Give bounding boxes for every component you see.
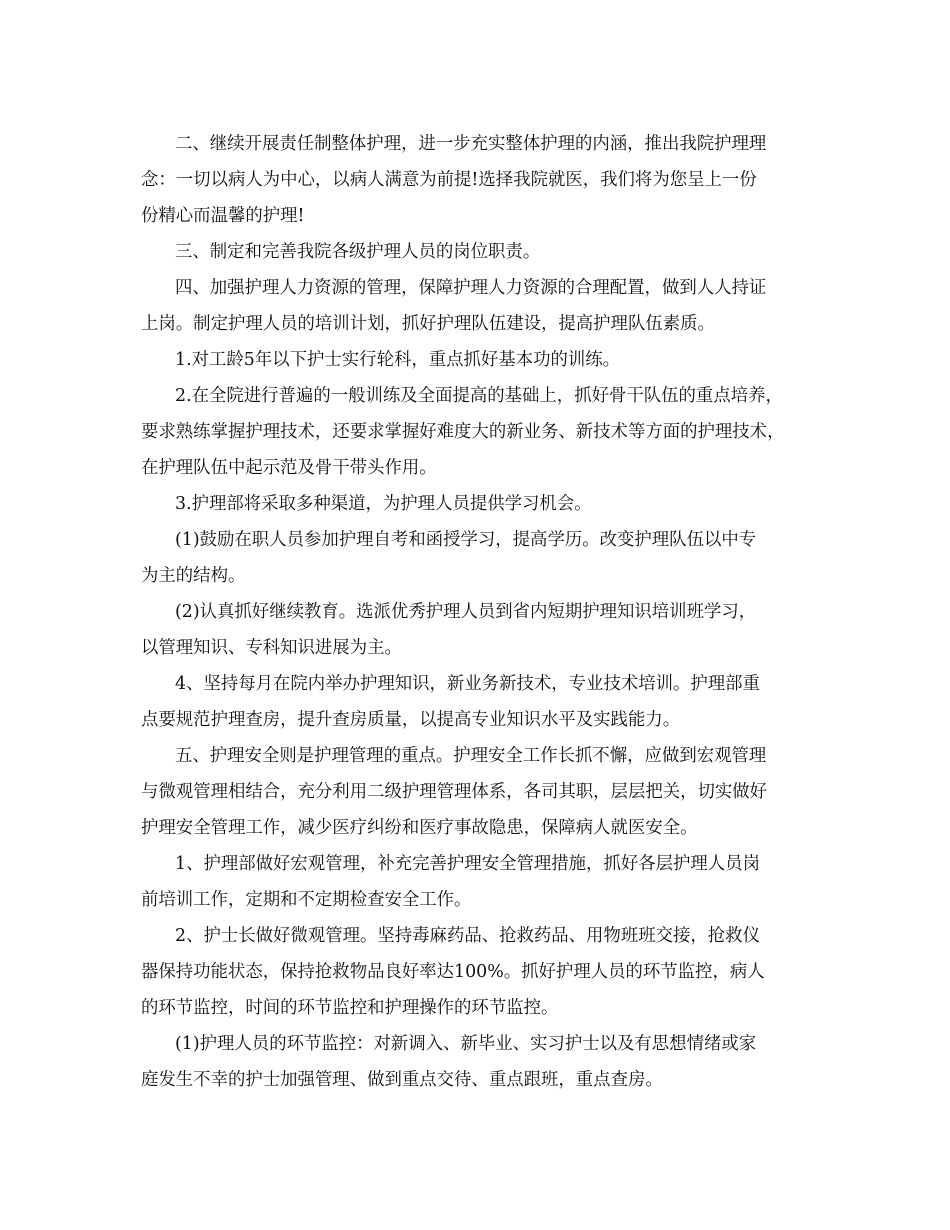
text-line-10: 在护理队伍中起示范及骨干带头作用。	[141, 458, 437, 478]
text-line-20: 护理安全管理工作，减少医疗纠纷和医疗事故隐患，保障病人就医安全。	[141, 818, 698, 838]
text-line-24: 器保持功能状态，保持抢救物品良好率达100%。抓好护理人员的环节监控，病人	[141, 962, 765, 982]
text-line-06: 上岗。制定护理人员的培训计划，抓好护理队伍建设，提高护理队伍素质。	[141, 314, 715, 334]
text-line-01: 二、继续开展责任制整体护理，进一步充实整体护理的内涵，推出我院护理理	[175, 134, 767, 154]
text-line-17: 点要规范护理查房，提升查房质量，以提高专业知识水平及实践能力。	[141, 710, 681, 730]
text-line-09: 要求熟练掌握护理技术，还要求掌握好难度大的新业务、新技术等方面的护理技术，	[141, 422, 785, 442]
text-line-26: (1)护理人员的环节监控：对新调入、新毕业、实习护士以及有思想情绪或家	[175, 1034, 757, 1054]
text-line-13: 为主的结构。	[141, 566, 246, 586]
text-line-25: 的环节监控，时间的环节监控和护理操作的环节监控。	[141, 998, 559, 1018]
text-line-23: 2、护士长做好微观管理。坚持毒麻药品、抢救药品、用物班班交接，抢救仪	[175, 926, 760, 946]
text-line-08: 2.在全院进行普遍的一般训练及全面提高的基础上，抓好骨干队伍的重点培养，	[175, 386, 783, 406]
text-line-19: 与微观管理相结合，充分利用二级护理管理体系，各司其职，层层把关，切实做好	[141, 782, 768, 802]
text-line-21: 1、护理部做好宏观管理，补充完善护理安全管理措施，抓好各层护理人员岗	[175, 854, 760, 874]
text-line-11: 3.护理部将采取多种渠道，为护理人员提供学习机会。	[175, 494, 592, 514]
text-line-27: 庭发生不幸的护士加强管理、做到重点交待、重点跟班，重点查房。	[141, 1070, 663, 1090]
text-line-18: 五、护理安全则是护理管理的重点。护理安全工作长抓不懈，应做到宏观管理	[175, 746, 767, 766]
text-line-04: 三、制定和完善我院各级护理人员的岗位职责。	[175, 242, 541, 262]
text-line-16: 4、坚持每月在院内举办护理知识，新业务新技术，专业技术培训。护理部重	[175, 674, 760, 694]
text-line-22: 前培训工作，定期和不定期检查安全工作。	[141, 890, 472, 910]
document-body	[141, 126, 821, 1098]
text-line-02: 念：一切以病人为中心，以病人满意为前提!选择我院就医，我们将为您呈上一份	[141, 170, 757, 190]
text-line-14: (2)认真抓好继续教育。选派优秀护理人员到省内短期护理知识培训班学习，	[175, 602, 757, 622]
text-line-03: 份精心而温馨的护理!	[141, 206, 305, 226]
text-line-05: 四、加强护理人力资源的管理，保障护理人力资源的合理配置，做到人人持证	[175, 278, 767, 298]
text-line-07: 1.对工龄5年以下护士实行轮科，重点抓好基本功的训练。	[175, 350, 621, 370]
text-line-15: 以管理知识、专科知识进展为主。	[141, 638, 402, 658]
text-line-12: (1)鼓励在职人员参加护理自考和函授学习，提高学历。改变护理队伍以中专	[175, 530, 757, 550]
